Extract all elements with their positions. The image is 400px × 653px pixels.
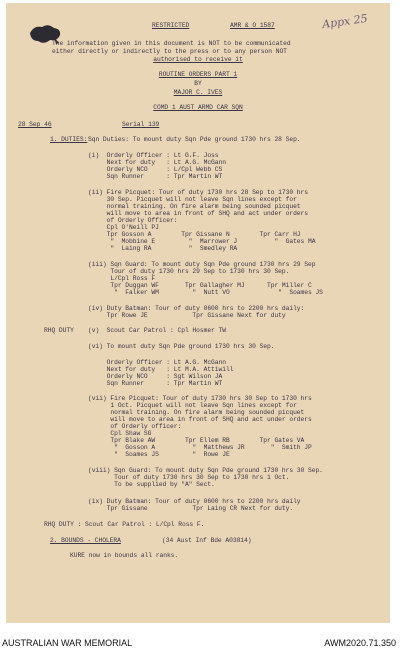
form-number: AMR & O 1587 (230, 22, 275, 29)
duty-line: Orderly Officer : Lt A.G. McGann (88, 359, 226, 366)
section-1-intro: Sqn Duties: To mount duty Sqn Pde ground 1730 hrs 28 Sep. (88, 136, 301, 143)
officer-name: MAJOR C. IVES (173, 89, 223, 96)
classification-heading: RESTRICTED (152, 22, 190, 29)
duty-line: L/Cpl Ross F (88, 275, 156, 282)
duty-line: (vi) To mount duty Sqn Pde ground 1730 hrs 30 Sep. (88, 343, 275, 350)
rhq-duty-label: RHQ DUTY (44, 327, 74, 334)
duty-line: Cpl Shaw SG (88, 430, 152, 437)
archive-footer (0, 632, 400, 653)
duty-line: To be supplied by "A" Sect. (88, 481, 215, 488)
handwritten-appendix-mark: Appx 25 (321, 11, 369, 32)
duty-line: 30 Sep. Picquet will not leave Sqn lines except for (88, 196, 297, 203)
duty-line: Next for duty : Lt M.A. Attiwill (88, 366, 234, 373)
duty-line: will move to area in front of SHQ and act under orders (88, 416, 312, 423)
duty-line: " Soames JS " Rowe JE (88, 451, 230, 458)
duty-line: Tour of duty 1730 hrs 30 Sep to 1730 hrs 1 Oct. (88, 474, 290, 481)
unit-name: COMD 1 AUST ARMD CAR SQN (153, 104, 243, 111)
orders-by: BY (194, 80, 202, 87)
section-2-reference: (34 Aust Inf Bde A03814) (162, 537, 252, 544)
duty-line: Tour of duty 1730 hrs 29 Sep to 1730 hrs 30 Sep. (88, 268, 290, 275)
caveat-line-2: either directly or indirectly to the press or to any person NOT (52, 48, 287, 55)
duty-line: (vii) Fire Picquet: Tour of duty 1730 hrs 30 Sep to 1730 hrs (88, 395, 312, 402)
section-2-text: KURE now in bounds all ranks. (70, 552, 179, 559)
duty-line: Tpr Rowe JE Tpr Gissane Next for duty (88, 312, 286, 319)
duty-line: Cpl O'Neill PJ (88, 224, 159, 231)
orders-title: ROUTINE ORDERS PART 1 (158, 71, 238, 78)
duty-line: of Orderly officer: (88, 423, 182, 430)
duty-line: Tpr Duggan WF Tpr Gallagher MJ Tpr Miller C (88, 282, 312, 289)
duty-line: normal training. On fire alarm being sounded picquet (88, 203, 301, 210)
duty-line: normal training. On fire alarm being sounded picquet (88, 409, 305, 416)
duty-line: Orderly NCO : Sgt Wilson JA (88, 373, 223, 380)
duty-line: (i) Orderly Officer : Lt G.F. Joss (88, 152, 219, 159)
duty-line: will move to area in front of SHQ and act under orders (88, 210, 308, 217)
document-page (6, 3, 390, 623)
duty-line: (iii) Sqn Guard: To mount duty Sqn Pde ground 1730 hrs 29 Sep (88, 261, 316, 268)
duty-line: (ix) Duty Batman: Tour of duty 0600 hrs to 2200 hrs daily (88, 498, 301, 505)
duty-line: (v) Scout Car Patrol : Cpl Hosmer TW (88, 327, 226, 334)
caveat-line-3: authorised to receive it (153, 56, 243, 63)
serial-number: Serial 139 (122, 121, 160, 128)
duty-line: Tpr Blake AW Tpr Ellem RB Tpr Gates VA (88, 437, 305, 444)
duty-line: Orderly NCO : L/Cpl Webb CS (88, 166, 223, 173)
duty-line: " Falker WM " Nutt VO " Soames JS (88, 289, 323, 296)
caveat-line-1: The information given in this document is NOT to be communicated (52, 40, 291, 47)
duty-line: (iv) Duty Batman: Tour of duty 0600 hrs to 2200 hrs daily: (88, 305, 305, 312)
section-1-title: 1. DUTIES: (50, 136, 88, 143)
duty-line: Tpr Gosson A Tpr Gissane N Tpr Carr HJ (88, 231, 301, 238)
duty-line: (viii) Sqn Guard: To mount duty Sqn Pde ground 1730 hrs 30 Sep. (88, 467, 323, 474)
duty-line: Next for duty : Lt A.G. McGann (88, 159, 226, 166)
order-date: 28 Sep 46 (18, 121, 52, 128)
duty-line: 1 Oct. Picquet will not leave Sqn lines except for (88, 402, 297, 409)
duty-line: " Laing RA " Smedley RA (88, 245, 238, 252)
institution-name: AUSTRALIAN WAR MEMORIAL (2, 638, 133, 648)
archive-reference: AWM2020.71.350 (324, 638, 396, 648)
duty-line: of Orderly Officer: (88, 217, 178, 224)
rhq-duty-line: RHQ DUTY : Scout Car Patrol : L/Cpl Ross F. (44, 521, 205, 528)
section-2-title: 2. BOUNDS - CHOLERA (50, 537, 121, 544)
duty-line: " Gosson A " Matthews JR " Smith JP (88, 444, 312, 451)
duty-line: Sqn Runner : Tpr Martin WT (88, 380, 223, 387)
duty-line: " Mobbine E " Marrower J " Gates MA (88, 238, 316, 245)
duty-line: (ii) Fire Picquet: Tour of duty 1730 hrs 28 Sep to 1730 hrs (88, 189, 308, 196)
duty-line: Sqn Runner : Tpr Martin WT (88, 173, 223, 180)
duty-line: Tpr Gissane Tpr Laing CR Next for duty. (88, 505, 294, 512)
